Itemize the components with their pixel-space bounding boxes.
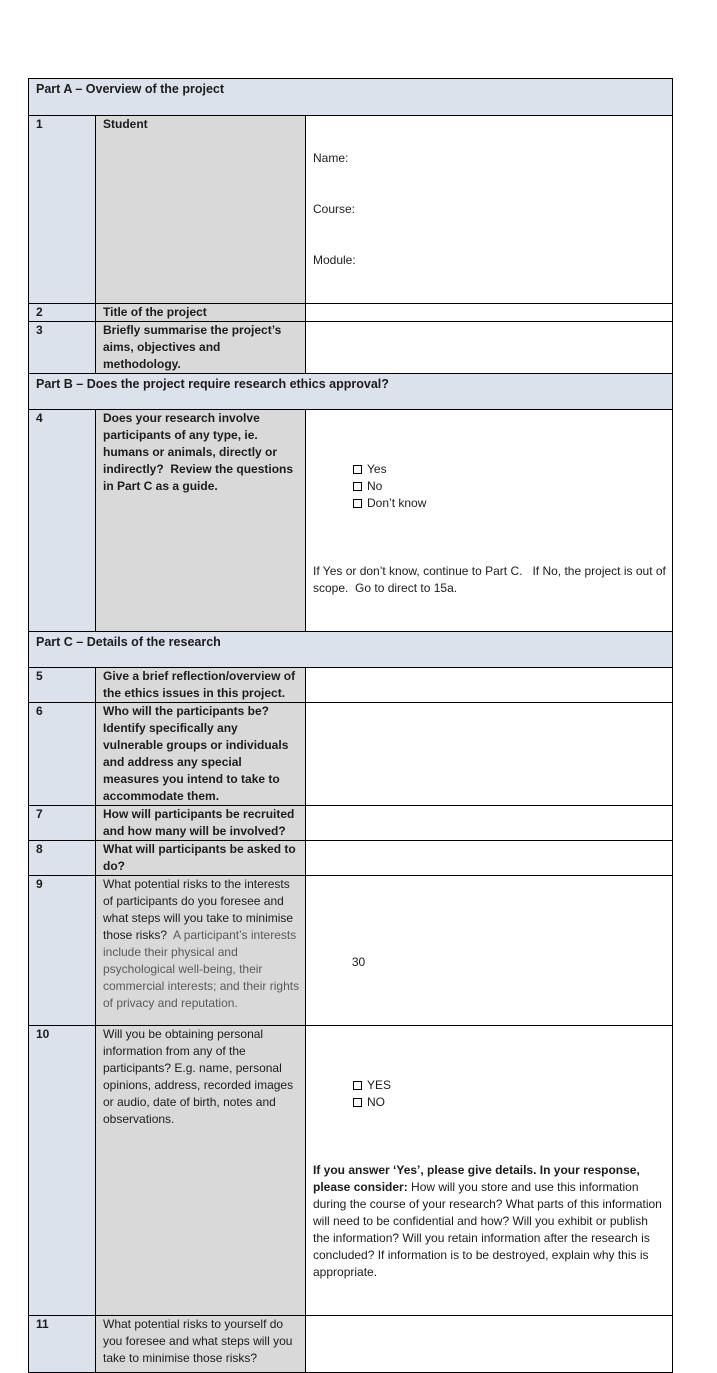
- checkbox-row: [313, 1060, 667, 1128]
- question-cell: Does your research involve participants of any type, ie. humans or animals, directly or indirectly? Review the questions in Part C as a guide.: [96, 410, 306, 632]
- table-row: [29, 632, 673, 668]
- question-cell: What will participants be asked to do?: [96, 841, 306, 876]
- row-number: 6: [29, 703, 96, 806]
- answer-cell[interactable]: [306, 116, 673, 304]
- answer-guidance: If Yes or don’t know, continue to Part C. If No, the project is out of scope. Go to direct to 15a.: [313, 564, 670, 595]
- answer-cell[interactable]: [306, 806, 673, 841]
- row-number: 2: [29, 304, 96, 322]
- answer-field-label[interactable]: Name:: [313, 151, 349, 165]
- checkbox-icon[interactable]: [353, 499, 362, 508]
- table-row: [29, 1026, 673, 1316]
- answer-cell[interactable]: [306, 668, 673, 703]
- guidance-bold-text: If you answer ‘Yes’, please give details. In your response, please consider:: [313, 1163, 644, 1194]
- question-cell: Give a brief reflection/overview of the ethics issues in this project.: [96, 668, 306, 703]
- table-row: [29, 374, 673, 410]
- answer-cell[interactable]: [306, 1026, 673, 1316]
- checkbox-option-yes[interactable]: [353, 1078, 391, 1092]
- question-cell: How will participants be recruited and how many will be involved?: [96, 806, 306, 841]
- page-number: 30: [351, 955, 366, 969]
- question-cell: [96, 876, 306, 1026]
- row-number: 9: [29, 876, 96, 1026]
- checkbox-icon[interactable]: [353, 482, 362, 491]
- question-cell: Title of the project: [96, 304, 306, 322]
- section-header-part-c: Part C – Details of the research: [29, 632, 673, 668]
- table-row: [29, 841, 673, 876]
- question-text: What potential risks to the interests of participants do you foresee and what steps will you take to minimise those risks?: [103, 877, 297, 942]
- answer-cell[interactable]: [306, 703, 673, 806]
- checkbox-icon[interactable]: [353, 1081, 362, 1090]
- table-row: [29, 116, 673, 304]
- answer-field-label[interactable]: Course:: [313, 202, 356, 216]
- question-cell: Who will the participants be? Identify specifically any vulnerable groups or individuals and address any special measures you intend to take to accommodate them.: [96, 703, 306, 806]
- table-row: [29, 79, 673, 116]
- question-cell: Student: [96, 116, 306, 304]
- section-header-part-a: Part A – Overview of the project: [29, 79, 673, 116]
- row-number: 3: [29, 322, 96, 374]
- checkbox-option-yes[interactable]: [353, 462, 387, 476]
- checkbox-row: [313, 444, 667, 529]
- section-header-part-b: Part B – Does the project require research ethics approval?: [29, 374, 673, 410]
- row-number: 11: [29, 1316, 96, 1373]
- answer-cell[interactable]: [306, 876, 673, 1026]
- ethics-form-table: [28, 78, 673, 1373]
- checkbox-icon[interactable]: [353, 1098, 362, 1107]
- table-row: [29, 668, 673, 703]
- answer-cell[interactable]: [306, 322, 673, 374]
- table-row: [29, 703, 673, 806]
- checkbox-label: YES: [367, 1078, 392, 1092]
- question-cell: What potential risks to yourself do you foresee and what steps will you take to minimise those risks?: [96, 1316, 306, 1373]
- question-cell: Will you be obtaining personal information from any of the participants? E.g. name, personal opinions, address, recorded images or audio, date of birth, notes and observations.: [96, 1026, 306, 1316]
- row-number: 5: [29, 668, 96, 703]
- checkbox-option-dont-know[interactable]: [353, 496, 426, 510]
- answer-cell[interactable]: [306, 410, 673, 632]
- checkbox-option-no[interactable]: [353, 479, 382, 493]
- checkbox-label: No: [367, 479, 383, 493]
- table-row: [29, 806, 673, 841]
- question-cell: Briefly summarise the project’s aims, objectives and methodology.: [96, 322, 306, 374]
- checkbox-label: NO: [367, 1095, 386, 1109]
- guidance-text: How will you store and use this information during the course of your research? What parts of this information will need to be confidential and how? Will you exhibit or publish the information? Will you retain information after the research is concluded? If information is to be destroyed, explain why this is appropriate.: [313, 1180, 666, 1279]
- table-row: [29, 322, 673, 374]
- row-number: 10: [29, 1026, 96, 1316]
- row-number: 4: [29, 410, 96, 632]
- answer-guidance: [313, 1162, 667, 1281]
- table-row: [29, 410, 673, 632]
- question-explanation-text: A participant’s interests include their physical and psychological well-being, their commercial interests; and their rights of privacy and reputation.: [103, 928, 303, 1010]
- table-row: [29, 1316, 673, 1373]
- table-row: [29, 304, 673, 322]
- checkbox-option-no[interactable]: [353, 1095, 385, 1109]
- table-row: [29, 876, 673, 1026]
- answer-cell[interactable]: [306, 304, 673, 322]
- checkbox-label: Don’t know: [367, 496, 427, 510]
- checkbox-icon[interactable]: [353, 465, 362, 474]
- answer-field-label[interactable]: Module:: [313, 253, 356, 267]
- answer-cell[interactable]: [306, 1316, 673, 1373]
- answer-cell[interactable]: [306, 841, 673, 876]
- row-number: 8: [29, 841, 96, 876]
- checkbox-label: Yes: [367, 462, 387, 476]
- row-number: 7: [29, 806, 96, 841]
- row-number: 1: [29, 116, 96, 304]
